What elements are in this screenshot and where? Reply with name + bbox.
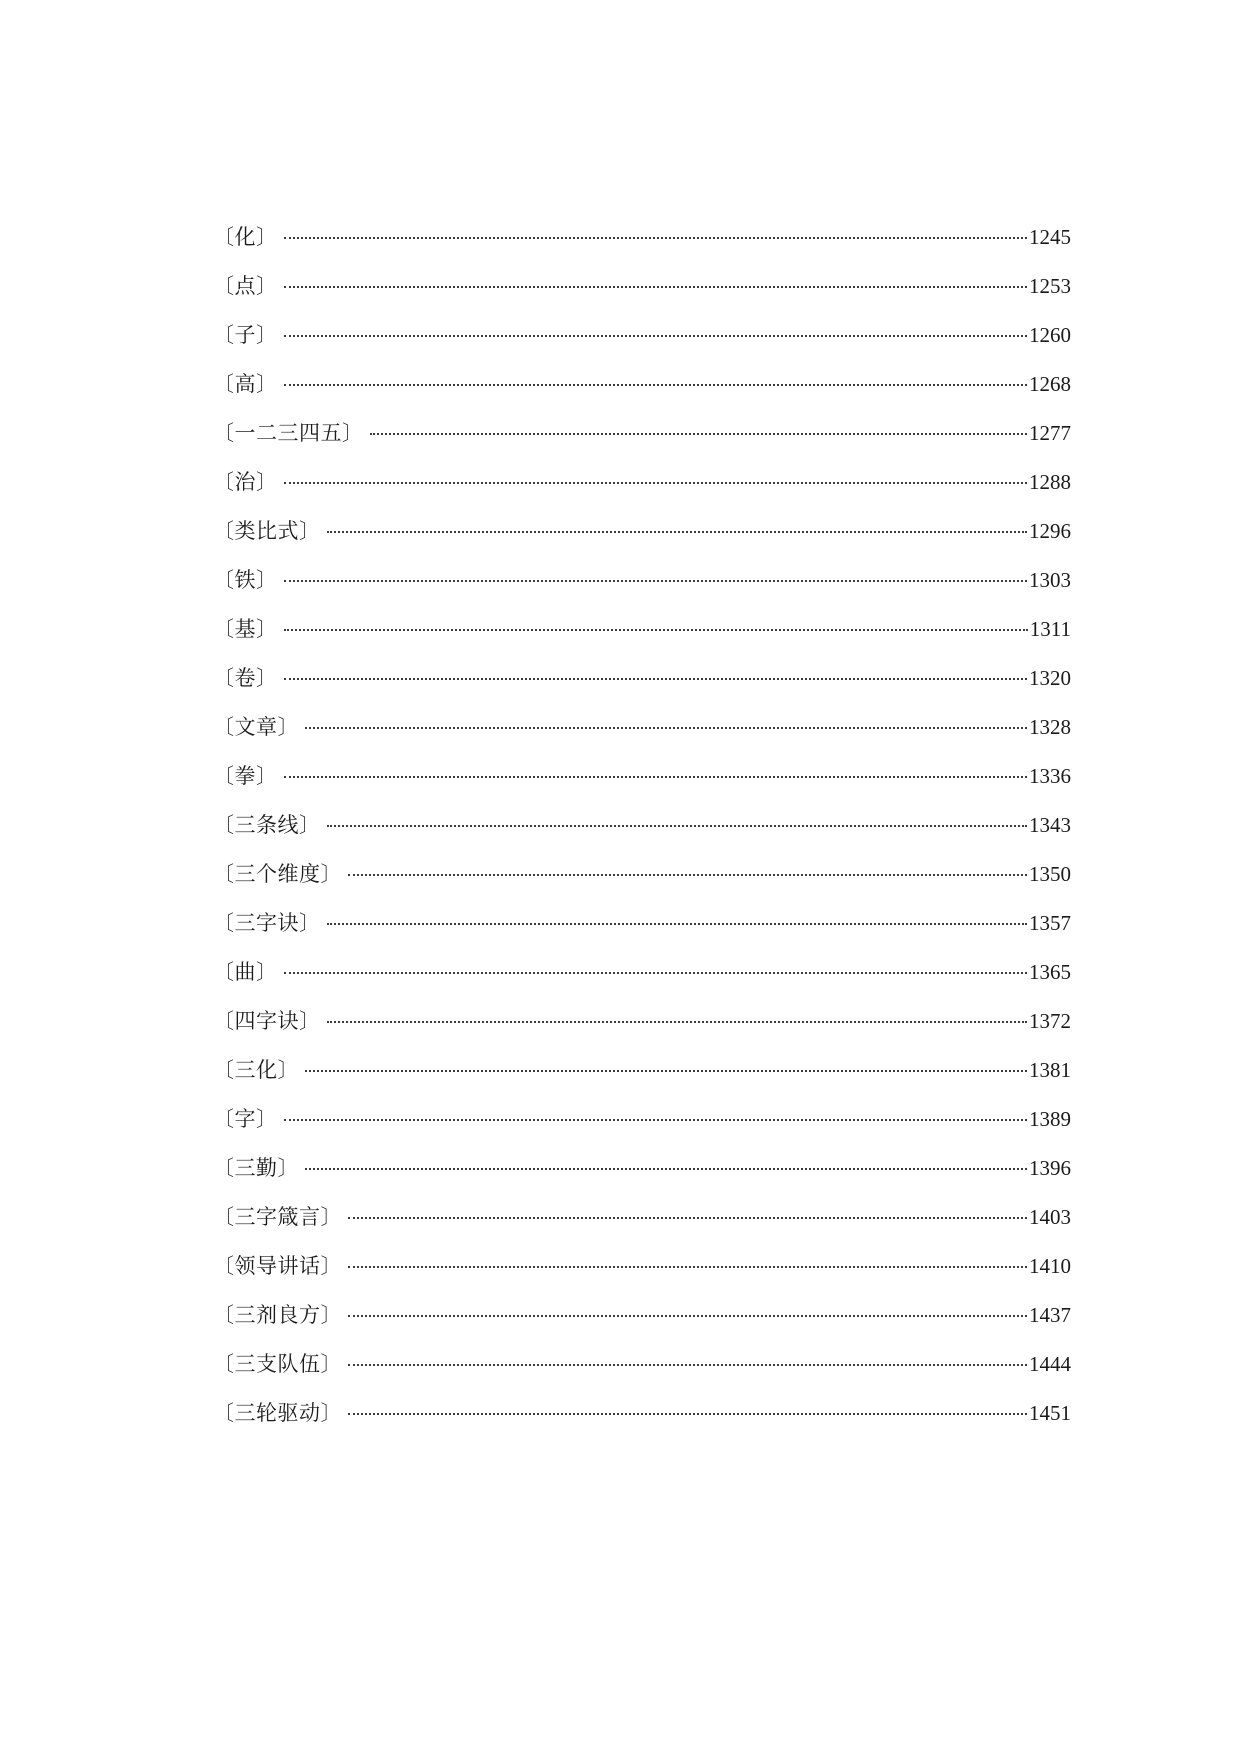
toc-dot-leader bbox=[284, 580, 1028, 582]
toc-entry bbox=[213, 221, 1071, 270]
toc-entry-page-number: 1303 bbox=[1029, 568, 1071, 592]
toc-entry-title: 〔铁〕 bbox=[213, 568, 278, 592]
toc-entry-title: 〔高〕 bbox=[213, 372, 278, 396]
toc-entry bbox=[213, 368, 1071, 417]
toc-dot-leader bbox=[348, 1315, 1027, 1317]
toc-entry-title: 〔类比式〕 bbox=[213, 519, 321, 543]
toc-entry-title: 〔三剂良方〕 bbox=[213, 1303, 342, 1327]
toc-entry-title: 〔一二三四五〕 bbox=[213, 421, 364, 445]
toc-entry-page-number: 1410 bbox=[1029, 1254, 1071, 1278]
toc-entry-page-number: 1245 bbox=[1029, 225, 1071, 249]
toc-entry-title: 〔三字箴言〕 bbox=[213, 1205, 342, 1229]
toc-entry bbox=[213, 1348, 1071, 1397]
toc-entry-title: 〔三字诀〕 bbox=[213, 911, 321, 935]
toc-entry bbox=[213, 1201, 1071, 1250]
toc-dot-leader bbox=[284, 286, 1028, 288]
toc-entry bbox=[213, 858, 1071, 907]
toc-entry-title: 〔卷〕 bbox=[213, 666, 278, 690]
toc-dot-leader bbox=[284, 776, 1028, 778]
toc-entry-title: 〔治〕 bbox=[213, 470, 278, 494]
toc-entry-page-number: 1372 bbox=[1029, 1009, 1071, 1033]
toc-entry-title: 〔字〕 bbox=[213, 1107, 278, 1131]
toc-entry-page-number: 1268 bbox=[1029, 372, 1071, 396]
toc-entry bbox=[213, 417, 1071, 466]
toc-entry-title: 〔拳〕 bbox=[213, 764, 278, 788]
toc-entry bbox=[213, 1299, 1071, 1348]
toc-entry-title: 〔领导讲话〕 bbox=[213, 1254, 342, 1278]
toc-entry bbox=[213, 613, 1071, 662]
toc-entry-page-number: 1357 bbox=[1029, 911, 1071, 935]
toc-entry bbox=[213, 270, 1071, 319]
toc-dot-leader bbox=[348, 1413, 1027, 1415]
toc-dot-leader bbox=[348, 1217, 1027, 1219]
toc-dot-leader bbox=[284, 629, 1028, 631]
toc-dot-leader bbox=[305, 1168, 1027, 1170]
toc-entry-title: 〔三支队伍〕 bbox=[213, 1352, 342, 1376]
toc-entry-page-number: 1451 bbox=[1029, 1401, 1071, 1425]
toc-entry-page-number: 1260 bbox=[1029, 323, 1071, 347]
toc-entry-title: 〔基〕 bbox=[213, 617, 278, 641]
toc-entry bbox=[213, 515, 1071, 564]
toc-dot-leader bbox=[348, 1364, 1027, 1366]
toc-entry bbox=[213, 1103, 1071, 1152]
toc-dot-leader bbox=[348, 874, 1027, 876]
toc-dot-leader bbox=[284, 972, 1028, 974]
toc-entry-title: 〔化〕 bbox=[213, 225, 278, 249]
toc-entry-page-number: 1343 bbox=[1029, 813, 1071, 837]
toc-entry-title: 〔点〕 bbox=[213, 274, 278, 298]
toc-entry-title: 〔文章〕 bbox=[213, 715, 299, 739]
toc-dot-leader bbox=[327, 531, 1028, 533]
toc-entry-page-number: 1320 bbox=[1029, 666, 1071, 690]
toc-entry-page-number: 1444 bbox=[1029, 1352, 1071, 1376]
toc-entry-page-number: 1296 bbox=[1029, 519, 1071, 543]
toc-entry-page-number: 1389 bbox=[1029, 1107, 1071, 1131]
toc-entry-page-number: 1403 bbox=[1029, 1205, 1071, 1229]
toc-entry-title: 〔三勤〕 bbox=[213, 1156, 299, 1180]
toc-dot-leader bbox=[284, 384, 1028, 386]
toc-entry-title: 〔三条线〕 bbox=[213, 813, 321, 837]
toc-entry bbox=[213, 1250, 1071, 1299]
toc-entry-title: 〔四字诀〕 bbox=[213, 1009, 321, 1033]
toc-entry bbox=[213, 711, 1071, 760]
toc-entry-page-number: 1350 bbox=[1029, 862, 1071, 886]
toc-entry-page-number: 1277 bbox=[1029, 421, 1071, 445]
toc-dot-leader bbox=[284, 237, 1028, 239]
toc-entry bbox=[213, 564, 1071, 613]
toc-entry-title: 〔曲〕 bbox=[213, 960, 278, 984]
toc-entry-page-number: 1253 bbox=[1029, 274, 1071, 298]
toc-dot-leader bbox=[370, 433, 1028, 435]
toc-entry bbox=[213, 466, 1071, 515]
toc-entry-page-number: 1328 bbox=[1029, 715, 1071, 739]
table-of-contents bbox=[213, 221, 1071, 1446]
toc-entry-page-number: 1311 bbox=[1029, 617, 1071, 641]
toc-entry-title: 〔子〕 bbox=[213, 323, 278, 347]
toc-dot-leader bbox=[305, 1070, 1027, 1072]
toc-dot-leader bbox=[327, 923, 1028, 925]
toc-entry bbox=[213, 760, 1071, 809]
toc-dot-leader bbox=[284, 1119, 1028, 1121]
toc-entry bbox=[213, 319, 1071, 368]
toc-dot-leader bbox=[348, 1266, 1027, 1268]
toc-entry bbox=[213, 809, 1071, 858]
toc-dot-leader bbox=[327, 825, 1028, 827]
toc-dot-leader bbox=[305, 727, 1027, 729]
toc-entry-title: 〔三化〕 bbox=[213, 1058, 299, 1082]
toc-entry bbox=[213, 956, 1071, 1005]
toc-entry-page-number: 1336 bbox=[1029, 764, 1071, 788]
toc-entry bbox=[213, 907, 1071, 956]
toc-entry-title: 〔三个维度〕 bbox=[213, 862, 342, 886]
toc-entry-page-number: 1381 bbox=[1029, 1058, 1071, 1082]
toc-entry-page-number: 1437 bbox=[1029, 1303, 1071, 1327]
toc-entry bbox=[213, 1152, 1071, 1201]
toc-entry bbox=[213, 1054, 1071, 1103]
toc-entry bbox=[213, 1397, 1071, 1446]
toc-entry-page-number: 1365 bbox=[1029, 960, 1071, 984]
toc-entry bbox=[213, 662, 1071, 711]
toc-entry-page-number: 1396 bbox=[1029, 1156, 1071, 1180]
toc-dot-leader bbox=[327, 1021, 1028, 1023]
toc-entry-title: 〔三轮驱动〕 bbox=[213, 1401, 342, 1425]
toc-entry-page-number: 1288 bbox=[1029, 470, 1071, 494]
toc-dot-leader bbox=[284, 335, 1028, 337]
toc-dot-leader bbox=[284, 678, 1028, 680]
toc-dot-leader bbox=[284, 482, 1028, 484]
toc-entry bbox=[213, 1005, 1071, 1054]
